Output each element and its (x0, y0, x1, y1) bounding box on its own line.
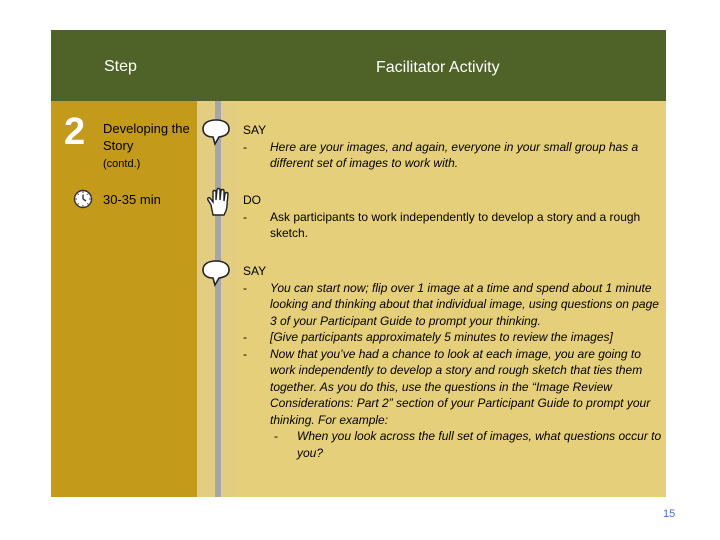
do-label: DO (243, 193, 261, 207)
item-text: Now that you’ve had a chance to look at each image, you are going to work independently to develop a story and rough sketch that ties them together. As you do this, use the questions in the “Image Review Considerations: Part 2” section of your Participant Guide to prompt your thinking. For example: (270, 346, 651, 427)
sub-item-text: When you look across the full set of images, what questions occur to you? (297, 429, 662, 460)
item-text: Here are your images, and again, everyone in your small group has a different set of images to work with. (270, 139, 639, 170)
item-text: You can start now; flip over 1 image at a time and spend about 1 minute looking and thinking about that individual image, using questions on page 3 of your Participant Guide to prompt your thinking. (270, 280, 659, 328)
say-block-1 (243, 122, 663, 172)
bullet: - (243, 209, 247, 224)
bullet: - (243, 346, 247, 361)
page-number: 15 (663, 508, 676, 520)
hand-icon (205, 187, 233, 217)
list-item (243, 329, 663, 346)
list-item (243, 139, 663, 172)
step-title (103, 120, 195, 173)
say-label: SAY (243, 264, 267, 278)
list-item (243, 209, 663, 242)
table-header (51, 30, 666, 101)
say-label: SAY (243, 123, 267, 137)
say-block-2 (243, 263, 663, 461)
step-time: 30-35 min (103, 192, 161, 207)
header-activity-label: Facilitator Activity (376, 59, 500, 76)
timeline-bar (215, 101, 221, 497)
item-text: [Give participants approximately 5 minutes to review the images] (270, 330, 613, 344)
bullet: - (243, 280, 247, 295)
sub-list-item (270, 428, 663, 461)
speech-bubble-icon (201, 117, 231, 147)
bullet: - (243, 139, 247, 154)
bullet: - (274, 429, 278, 443)
list-item (243, 280, 663, 330)
list-item (243, 346, 663, 462)
bullet: - (243, 330, 247, 344)
header-step-label: Step (104, 58, 137, 75)
step-number: 2 (64, 111, 86, 153)
speech-bubble-icon (201, 258, 231, 288)
item-text: Ask participants to work independently to develop a story and a rough sketch. (270, 209, 641, 240)
step-title-text: Developing the Story (103, 121, 190, 153)
step-title-contd: (contd.) (103, 158, 141, 170)
do-block (243, 192, 663, 242)
clock-icon (73, 189, 93, 209)
